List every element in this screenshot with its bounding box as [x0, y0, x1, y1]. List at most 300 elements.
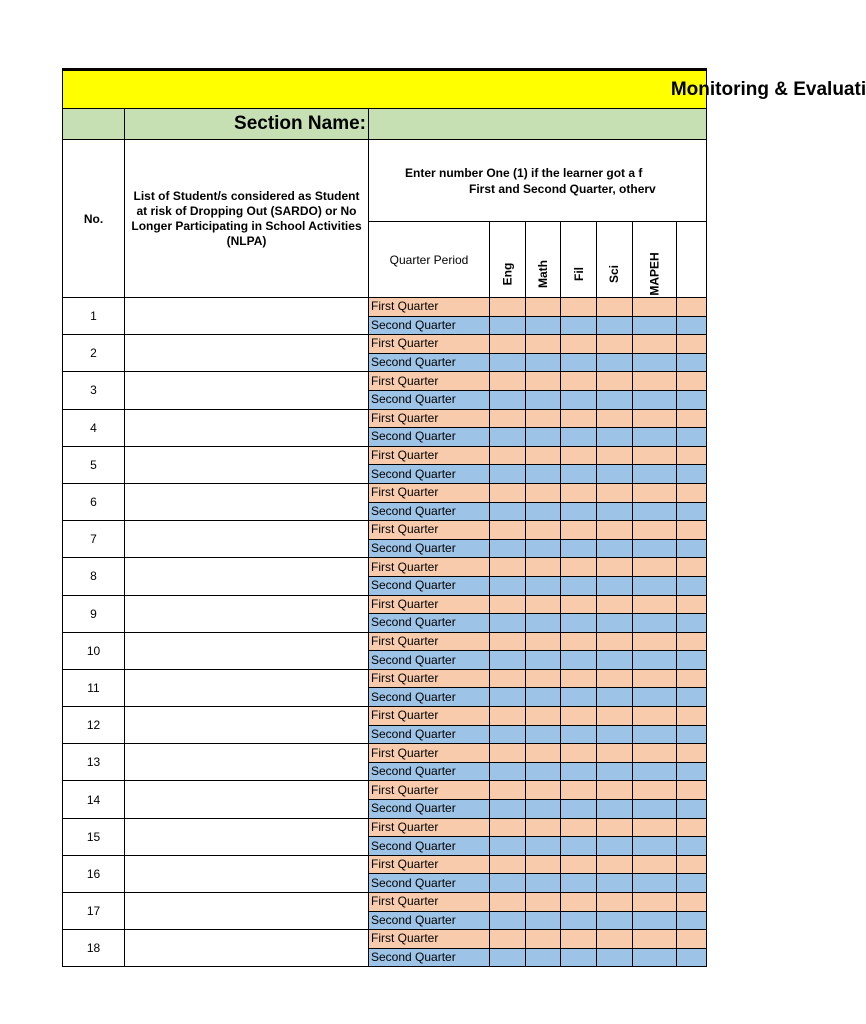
- row-number: 17: [63, 893, 125, 930]
- grade-cell-mapeh[interactable]: [633, 744, 677, 763]
- grade-cell-cutoff[interactable]: [677, 707, 707, 726]
- row-number: 7: [63, 521, 125, 558]
- grade-cell-math[interactable]: [526, 688, 561, 707]
- second-quarter-label: Second Quarter: [369, 874, 490, 893]
- grade-cell-cutoff[interactable]: [677, 614, 707, 633]
- grade-cell-sci[interactable]: [597, 781, 633, 800]
- grade-cell-fil[interactable]: [561, 781, 597, 800]
- grade-cell-math[interactable]: [526, 930, 561, 949]
- grade-cell-eng[interactable]: [490, 465, 526, 484]
- grade-cell-fil[interactable]: [561, 595, 597, 614]
- row-number: 11: [63, 669, 125, 706]
- grade-cell-sci[interactable]: [597, 762, 633, 781]
- first-quarter-label: First Quarter: [369, 372, 490, 391]
- grade-cell-mapeh[interactable]: [633, 707, 677, 726]
- row-number: 6: [63, 483, 125, 520]
- grade-cell-math[interactable]: [526, 707, 561, 726]
- grade-cell-eng[interactable]: [490, 651, 526, 670]
- grade-cell-mapeh[interactable]: [633, 483, 677, 502]
- grade-cell-math[interactable]: [526, 502, 561, 521]
- grade-cell-cutoff[interactable]: [677, 688, 707, 707]
- grade-cell-eng[interactable]: [490, 781, 526, 800]
- grade-cell-cutoff[interactable]: [677, 446, 707, 465]
- grade-cell-math[interactable]: [526, 390, 561, 409]
- grade-cell-sci[interactable]: [597, 707, 633, 726]
- grade-cell-sci[interactable]: [597, 372, 633, 391]
- first-quarter-label: First Quarter: [369, 335, 490, 354]
- grade-cell-eng[interactable]: [490, 521, 526, 540]
- grade-cell-eng[interactable]: [490, 576, 526, 595]
- grade-cell-math[interactable]: [526, 651, 561, 670]
- student-row-6-first-quarter: [63, 483, 707, 502]
- grade-cell-sci[interactable]: [597, 948, 633, 967]
- student-row-15-first-quarter: [63, 818, 707, 837]
- first-quarter-label: First Quarter: [369, 298, 490, 317]
- grade-cell-sci[interactable]: [597, 428, 633, 447]
- grade-cell-cutoff[interactable]: [677, 930, 707, 949]
- grade-cell-fil[interactable]: [561, 855, 597, 874]
- grade-cell-mapeh[interactable]: [633, 818, 677, 837]
- first-quarter-label: First Quarter: [369, 632, 490, 651]
- grade-cell-sci[interactable]: [597, 800, 633, 819]
- student-name-cell[interactable]: [125, 298, 369, 335]
- second-quarter-label: Second Quarter: [369, 688, 490, 707]
- grade-cell-math[interactable]: [526, 837, 561, 856]
- grade-cell-mapeh[interactable]: [633, 372, 677, 391]
- grade-cell-fil[interactable]: [561, 893, 597, 912]
- grade-cell-sci[interactable]: [597, 632, 633, 651]
- grade-cell-math[interactable]: [526, 614, 561, 633]
- grade-cell-sci[interactable]: [597, 539, 633, 558]
- student-row-1-first-quarter: [63, 298, 707, 317]
- grade-cell-fil[interactable]: [561, 911, 597, 930]
- grade-cell-eng[interactable]: [490, 874, 526, 893]
- grade-cell-math[interactable]: [526, 632, 561, 651]
- grade-cell-eng[interactable]: [490, 762, 526, 781]
- grade-cell-math[interactable]: [526, 409, 561, 428]
- grade-cell-mapeh[interactable]: [633, 781, 677, 800]
- grade-cell-eng[interactable]: [490, 558, 526, 577]
- grade-cell-sci[interactable]: [597, 874, 633, 893]
- grade-cell-cutoff[interactable]: [677, 335, 707, 354]
- student-name-cell[interactable]: [125, 521, 369, 558]
- grade-cell-eng[interactable]: [490, 353, 526, 372]
- grade-cell-math[interactable]: [526, 874, 561, 893]
- grade-cell-fil[interactable]: [561, 483, 597, 502]
- student-row-10-first-quarter: [63, 632, 707, 651]
- grade-cell-sci[interactable]: [597, 818, 633, 837]
- grade-cell-fil[interactable]: [561, 837, 597, 856]
- grade-cell-mapeh[interactable]: [633, 298, 677, 317]
- section-label-cell[interactable]: [125, 109, 369, 140]
- grade-cell-sci[interactable]: [597, 390, 633, 409]
- header-row-1: [63, 140, 707, 222]
- grade-cell-sci[interactable]: [597, 576, 633, 595]
- grade-cell-math[interactable]: [526, 483, 561, 502]
- grade-cell-sci[interactable]: [597, 316, 633, 335]
- grade-cell-cutoff[interactable]: [677, 483, 707, 502]
- grade-cell-fil[interactable]: [561, 465, 597, 484]
- grade-cell-cutoff[interactable]: [677, 744, 707, 763]
- grade-cell-mapeh[interactable]: [633, 390, 677, 409]
- student-name-cell[interactable]: [125, 669, 369, 706]
- grade-cell-cutoff[interactable]: [677, 781, 707, 800]
- grade-cell-mapeh[interactable]: [633, 651, 677, 670]
- grade-cell-fil[interactable]: [561, 948, 597, 967]
- second-quarter-label: Second Quarter: [369, 465, 490, 484]
- student-row-4-first-quarter: [63, 409, 707, 428]
- grade-cell-eng[interactable]: [490, 372, 526, 391]
- row-number: 8: [63, 558, 125, 595]
- section-empty-cell[interactable]: [63, 109, 125, 140]
- grade-cell-cutoff[interactable]: [677, 353, 707, 372]
- row-number: 2: [63, 335, 125, 372]
- grade-cell-mapeh[interactable]: [633, 335, 677, 354]
- grade-cell-fil[interactable]: [561, 651, 597, 670]
- grade-cell-eng[interactable]: [490, 818, 526, 837]
- grade-cell-cutoff[interactable]: [677, 372, 707, 391]
- section-name-input-cell[interactable]: [369, 109, 707, 140]
- grade-cell-mapeh[interactable]: [633, 428, 677, 447]
- grade-cell-math[interactable]: [526, 855, 561, 874]
- first-quarter-label: First Quarter: [369, 483, 490, 502]
- grade-cell-eng[interactable]: [490, 614, 526, 633]
- grade-cell-math[interactable]: [526, 576, 561, 595]
- grade-cell-eng[interactable]: [490, 707, 526, 726]
- student-name-cell[interactable]: [125, 483, 369, 520]
- grade-cell-fil[interactable]: [561, 428, 597, 447]
- header-subject-math: [526, 222, 561, 298]
- grade-cell-fil[interactable]: [561, 669, 597, 688]
- grade-cell-mapeh[interactable]: [633, 855, 677, 874]
- grade-cell-sci[interactable]: [597, 521, 633, 540]
- student-name-cell[interactable]: [125, 632, 369, 669]
- grade-cell-fil[interactable]: [561, 390, 597, 409]
- grade-cell-cutoff[interactable]: [677, 316, 707, 335]
- grade-cell-math[interactable]: [526, 744, 561, 763]
- student-name-cell[interactable]: [125, 707, 369, 744]
- grade-cell-sci[interactable]: [597, 335, 633, 354]
- grade-cell-eng[interactable]: [490, 483, 526, 502]
- grade-cell-fil[interactable]: [561, 539, 597, 558]
- grade-cell-cutoff[interactable]: [677, 595, 707, 614]
- grade-cell-eng[interactable]: [490, 744, 526, 763]
- grade-cell-eng[interactable]: [490, 298, 526, 317]
- grade-cell-cutoff[interactable]: [677, 502, 707, 521]
- student-row-14-first-quarter: [63, 781, 707, 800]
- grade-cell-cutoff[interactable]: [677, 539, 707, 558]
- grade-cell-eng[interactable]: [490, 911, 526, 930]
- grade-cell-math[interactable]: [526, 316, 561, 335]
- grade-cell-sci[interactable]: [597, 409, 633, 428]
- header-subject-cutoff: [677, 222, 707, 298]
- student-name-cell[interactable]: [125, 446, 369, 483]
- grade-cell-math[interactable]: [526, 669, 561, 688]
- subject-label: Math: [536, 260, 550, 288]
- grade-cell-eng[interactable]: [490, 669, 526, 688]
- grade-cell-fil[interactable]: [561, 446, 597, 465]
- grade-cell-mapeh[interactable]: [633, 725, 677, 744]
- grade-cell-sci[interactable]: [597, 688, 633, 707]
- grade-cell-eng[interactable]: [490, 502, 526, 521]
- grade-cell-mapeh[interactable]: [633, 465, 677, 484]
- grade-cell-mapeh[interactable]: [633, 446, 677, 465]
- grade-cell-fil[interactable]: [561, 576, 597, 595]
- student-name-cell[interactable]: [125, 558, 369, 595]
- grade-cell-math[interactable]: [526, 539, 561, 558]
- second-quarter-label: Second Quarter: [369, 539, 490, 558]
- grade-cell-fil[interactable]: [561, 800, 597, 819]
- student-name-cell[interactable]: [125, 409, 369, 446]
- grade-cell-sci[interactable]: [597, 614, 633, 633]
- grade-cell-math[interactable]: [526, 762, 561, 781]
- grade-cell-eng[interactable]: [490, 800, 526, 819]
- title-row: [63, 70, 707, 109]
- grade-cell-cutoff[interactable]: [677, 521, 707, 540]
- grade-cell-mapeh[interactable]: [633, 911, 677, 930]
- grade-cell-fil[interactable]: [561, 353, 597, 372]
- student-row-17-first-quarter: [63, 893, 707, 912]
- grade-cell-fil[interactable]: [561, 558, 597, 577]
- student-row-18-first-quarter: [63, 930, 707, 949]
- grade-cell-fil[interactable]: [561, 762, 597, 781]
- grade-cell-eng[interactable]: [490, 725, 526, 744]
- subject-label: MAPEH: [647, 252, 662, 296]
- first-quarter-label: First Quarter: [369, 669, 490, 688]
- grade-cell-fil[interactable]: [561, 335, 597, 354]
- student-name-cell[interactable]: [125, 335, 369, 372]
- grade-cell-mapeh[interactable]: [633, 800, 677, 819]
- grade-cell-eng[interactable]: [490, 539, 526, 558]
- second-quarter-label: Second Quarter: [369, 725, 490, 744]
- grade-cell-math[interactable]: [526, 465, 561, 484]
- grade-cell-mapeh[interactable]: [633, 521, 677, 540]
- second-quarter-label: Second Quarter: [369, 576, 490, 595]
- grade-cell-eng[interactable]: [490, 390, 526, 409]
- grade-cell-math[interactable]: [526, 911, 561, 930]
- grade-cell-fil[interactable]: [561, 632, 597, 651]
- grade-cell-sci[interactable]: [597, 558, 633, 577]
- grade-cell-cutoff[interactable]: [677, 837, 707, 856]
- grade-cell-math[interactable]: [526, 558, 561, 577]
- grade-cell-mapeh[interactable]: [633, 595, 677, 614]
- student-name-cell[interactable]: [125, 595, 369, 632]
- grade-cell-sci[interactable]: [597, 502, 633, 521]
- grade-cell-fil[interactable]: [561, 372, 597, 391]
- grade-cell-sci[interactable]: [597, 465, 633, 484]
- grade-cell-eng[interactable]: [490, 335, 526, 354]
- grade-cell-fil[interactable]: [561, 725, 597, 744]
- subject-label: Sci: [607, 264, 622, 284]
- grade-cell-sci[interactable]: [597, 893, 633, 912]
- instruction-line-2: First and Second Quarter, otherv: [469, 181, 656, 196]
- spreadsheet-page: [62, 68, 866, 965]
- second-quarter-label: Second Quarter: [369, 614, 490, 633]
- grade-cell-mapeh[interactable]: [633, 502, 677, 521]
- second-quarter-label: Second Quarter: [369, 762, 490, 781]
- second-quarter-label: Second Quarter: [369, 353, 490, 372]
- grade-cell-sci[interactable]: [597, 669, 633, 688]
- grade-cell-cutoff[interactable]: [677, 725, 707, 744]
- grade-cell-fil[interactable]: [561, 874, 597, 893]
- grade-cell-fil[interactable]: [561, 688, 597, 707]
- grade-cell-math[interactable]: [526, 818, 561, 837]
- grade-cell-mapeh[interactable]: [633, 409, 677, 428]
- subject-label: Fil: [571, 267, 586, 281]
- grade-cell-fil[interactable]: [561, 818, 597, 837]
- grade-cell-cutoff[interactable]: [677, 298, 707, 317]
- grade-cell-math[interactable]: [526, 781, 561, 800]
- grade-cell-eng[interactable]: [490, 595, 526, 614]
- grade-cell-mapeh[interactable]: [633, 948, 677, 967]
- second-quarter-label: Second Quarter: [369, 502, 490, 521]
- grade-cell-cutoff[interactable]: [677, 800, 707, 819]
- grade-cell-math[interactable]: [526, 595, 561, 614]
- grade-cell-eng[interactable]: [490, 688, 526, 707]
- grade-cell-fil[interactable]: [561, 521, 597, 540]
- grade-cell-mapeh[interactable]: [633, 837, 677, 856]
- grade-cell-cutoff[interactable]: [677, 409, 707, 428]
- grade-cell-sci[interactable]: [597, 911, 633, 930]
- grade-cell-sci[interactable]: [597, 744, 633, 763]
- grade-cell-mapeh[interactable]: [633, 762, 677, 781]
- header-student-list: List of Student/s considered as Student at risk of Dropping Out (SARDO) or No Longer Participating in School Activities (NLPA): [125, 140, 369, 298]
- grade-cell-math[interactable]: [526, 725, 561, 744]
- grade-cell-sci[interactable]: [597, 446, 633, 465]
- grade-cell-eng[interactable]: [490, 930, 526, 949]
- grade-cell-sci[interactable]: [597, 725, 633, 744]
- grade-cell-math[interactable]: [526, 521, 561, 540]
- grade-cell-eng[interactable]: [490, 837, 526, 856]
- grade-cell-sci[interactable]: [597, 353, 633, 372]
- grade-cell-math[interactable]: [526, 893, 561, 912]
- row-number: 16: [63, 855, 125, 892]
- student-name-cell[interactable]: [125, 781, 369, 818]
- grade-cell-math[interactable]: [526, 428, 561, 447]
- grade-cell-cutoff[interactable]: [677, 576, 707, 595]
- second-quarter-label: Second Quarter: [369, 837, 490, 856]
- grade-cell-cutoff[interactable]: [677, 465, 707, 484]
- grade-cell-eng[interactable]: [490, 855, 526, 874]
- grade-cell-mapeh[interactable]: [633, 316, 677, 335]
- grade-cell-sci[interactable]: [597, 298, 633, 317]
- grade-cell-math[interactable]: [526, 353, 561, 372]
- student-row-12-first-quarter: [63, 707, 707, 726]
- grade-cell-math[interactable]: [526, 335, 561, 354]
- grade-cell-mapeh[interactable]: [633, 669, 677, 688]
- student-name-cell[interactable]: [125, 818, 369, 855]
- student-row-3-first-quarter: [63, 372, 707, 391]
- grade-cell-eng[interactable]: [490, 632, 526, 651]
- grade-cell-cutoff[interactable]: [677, 893, 707, 912]
- header-no: No.: [63, 140, 125, 298]
- grade-cell-sci[interactable]: [597, 651, 633, 670]
- grade-cell-cutoff[interactable]: [677, 390, 707, 409]
- grade-cell-sci[interactable]: [597, 855, 633, 874]
- grade-cell-sci[interactable]: [597, 483, 633, 502]
- student-name-cell[interactable]: [125, 930, 369, 967]
- grade-cell-sci[interactable]: [597, 837, 633, 856]
- first-quarter-label: First Quarter: [369, 930, 490, 949]
- student-name-cell[interactable]: [125, 855, 369, 892]
- student-name-cell[interactable]: [125, 744, 369, 781]
- grade-cell-math[interactable]: [526, 948, 561, 967]
- title-cell[interactable]: [63, 70, 866, 109]
- grade-cell-mapeh[interactable]: [633, 539, 677, 558]
- section-name-label: Section Name:: [234, 113, 366, 134]
- header-quarter-period: Quarter Period: [369, 222, 490, 298]
- grade-cell-mapeh[interactable]: [633, 614, 677, 633]
- grade-cell-eng[interactable]: [490, 893, 526, 912]
- grade-cell-fil[interactable]: [561, 298, 597, 317]
- grade-cell-cutoff[interactable]: [677, 632, 707, 651]
- grade-cell-fil[interactable]: [561, 409, 597, 428]
- grade-cell-eng[interactable]: [490, 316, 526, 335]
- grade-cell-mapeh[interactable]: [633, 558, 677, 577]
- grade-cell-cutoff[interactable]: [677, 558, 707, 577]
- row-number: 14: [63, 781, 125, 818]
- grade-cell-eng[interactable]: [490, 428, 526, 447]
- grade-cell-eng[interactable]: [490, 446, 526, 465]
- first-quarter-label: First Quarter: [369, 595, 490, 614]
- grade-cell-cutoff[interactable]: [677, 651, 707, 670]
- grade-cell-sci[interactable]: [597, 930, 633, 949]
- grade-cell-eng[interactable]: [490, 948, 526, 967]
- grade-cell-eng[interactable]: [490, 409, 526, 428]
- grade-cell-fil[interactable]: [561, 744, 597, 763]
- grade-cell-mapeh[interactable]: [633, 930, 677, 949]
- grade-cell-math[interactable]: [526, 372, 561, 391]
- student-name-cell[interactable]: [125, 893, 369, 930]
- grade-cell-cutoff[interactable]: [677, 762, 707, 781]
- grade-cell-cutoff[interactable]: [677, 669, 707, 688]
- grade-cell-fil[interactable]: [561, 502, 597, 521]
- grade-cell-fil[interactable]: [561, 930, 597, 949]
- student-row-2-first-quarter: [63, 335, 707, 354]
- grade-cell-mapeh[interactable]: [633, 353, 677, 372]
- row-number: 13: [63, 744, 125, 781]
- grade-cell-fil[interactable]: [561, 316, 597, 335]
- grade-cell-cutoff[interactable]: [677, 948, 707, 967]
- grade-cell-mapeh[interactable]: [633, 893, 677, 912]
- grade-cell-cutoff[interactable]: [677, 874, 707, 893]
- student-name-cell[interactable]: [125, 372, 369, 409]
- grade-cell-cutoff[interactable]: [677, 855, 707, 874]
- grade-cell-cutoff[interactable]: [677, 818, 707, 837]
- header-subject-eng: [490, 222, 526, 298]
- second-quarter-label: Second Quarter: [369, 800, 490, 819]
- grade-cell-mapeh[interactable]: [633, 874, 677, 893]
- first-quarter-label: First Quarter: [369, 893, 490, 912]
- grade-cell-mapeh[interactable]: [633, 688, 677, 707]
- row-number: 18: [63, 930, 125, 967]
- grade-cell-fil[interactable]: [561, 707, 597, 726]
- row-number: 12: [63, 707, 125, 744]
- grade-cell-mapeh[interactable]: [633, 576, 677, 595]
- grade-cell-sci[interactable]: [597, 595, 633, 614]
- second-quarter-label: Second Quarter: [369, 428, 490, 447]
- grade-cell-cutoff[interactable]: [677, 911, 707, 930]
- section-row: [63, 109, 707, 140]
- grade-cell-cutoff[interactable]: [677, 428, 707, 447]
- student-row-16-first-quarter: [63, 855, 707, 874]
- grade-cell-mapeh[interactable]: [633, 632, 677, 651]
- grade-cell-math[interactable]: [526, 298, 561, 317]
- grade-cell-math[interactable]: [526, 800, 561, 819]
- grade-cell-fil[interactable]: [561, 614, 597, 633]
- first-quarter-label: First Quarter: [369, 707, 490, 726]
- grade-cell-math[interactable]: [526, 446, 561, 465]
